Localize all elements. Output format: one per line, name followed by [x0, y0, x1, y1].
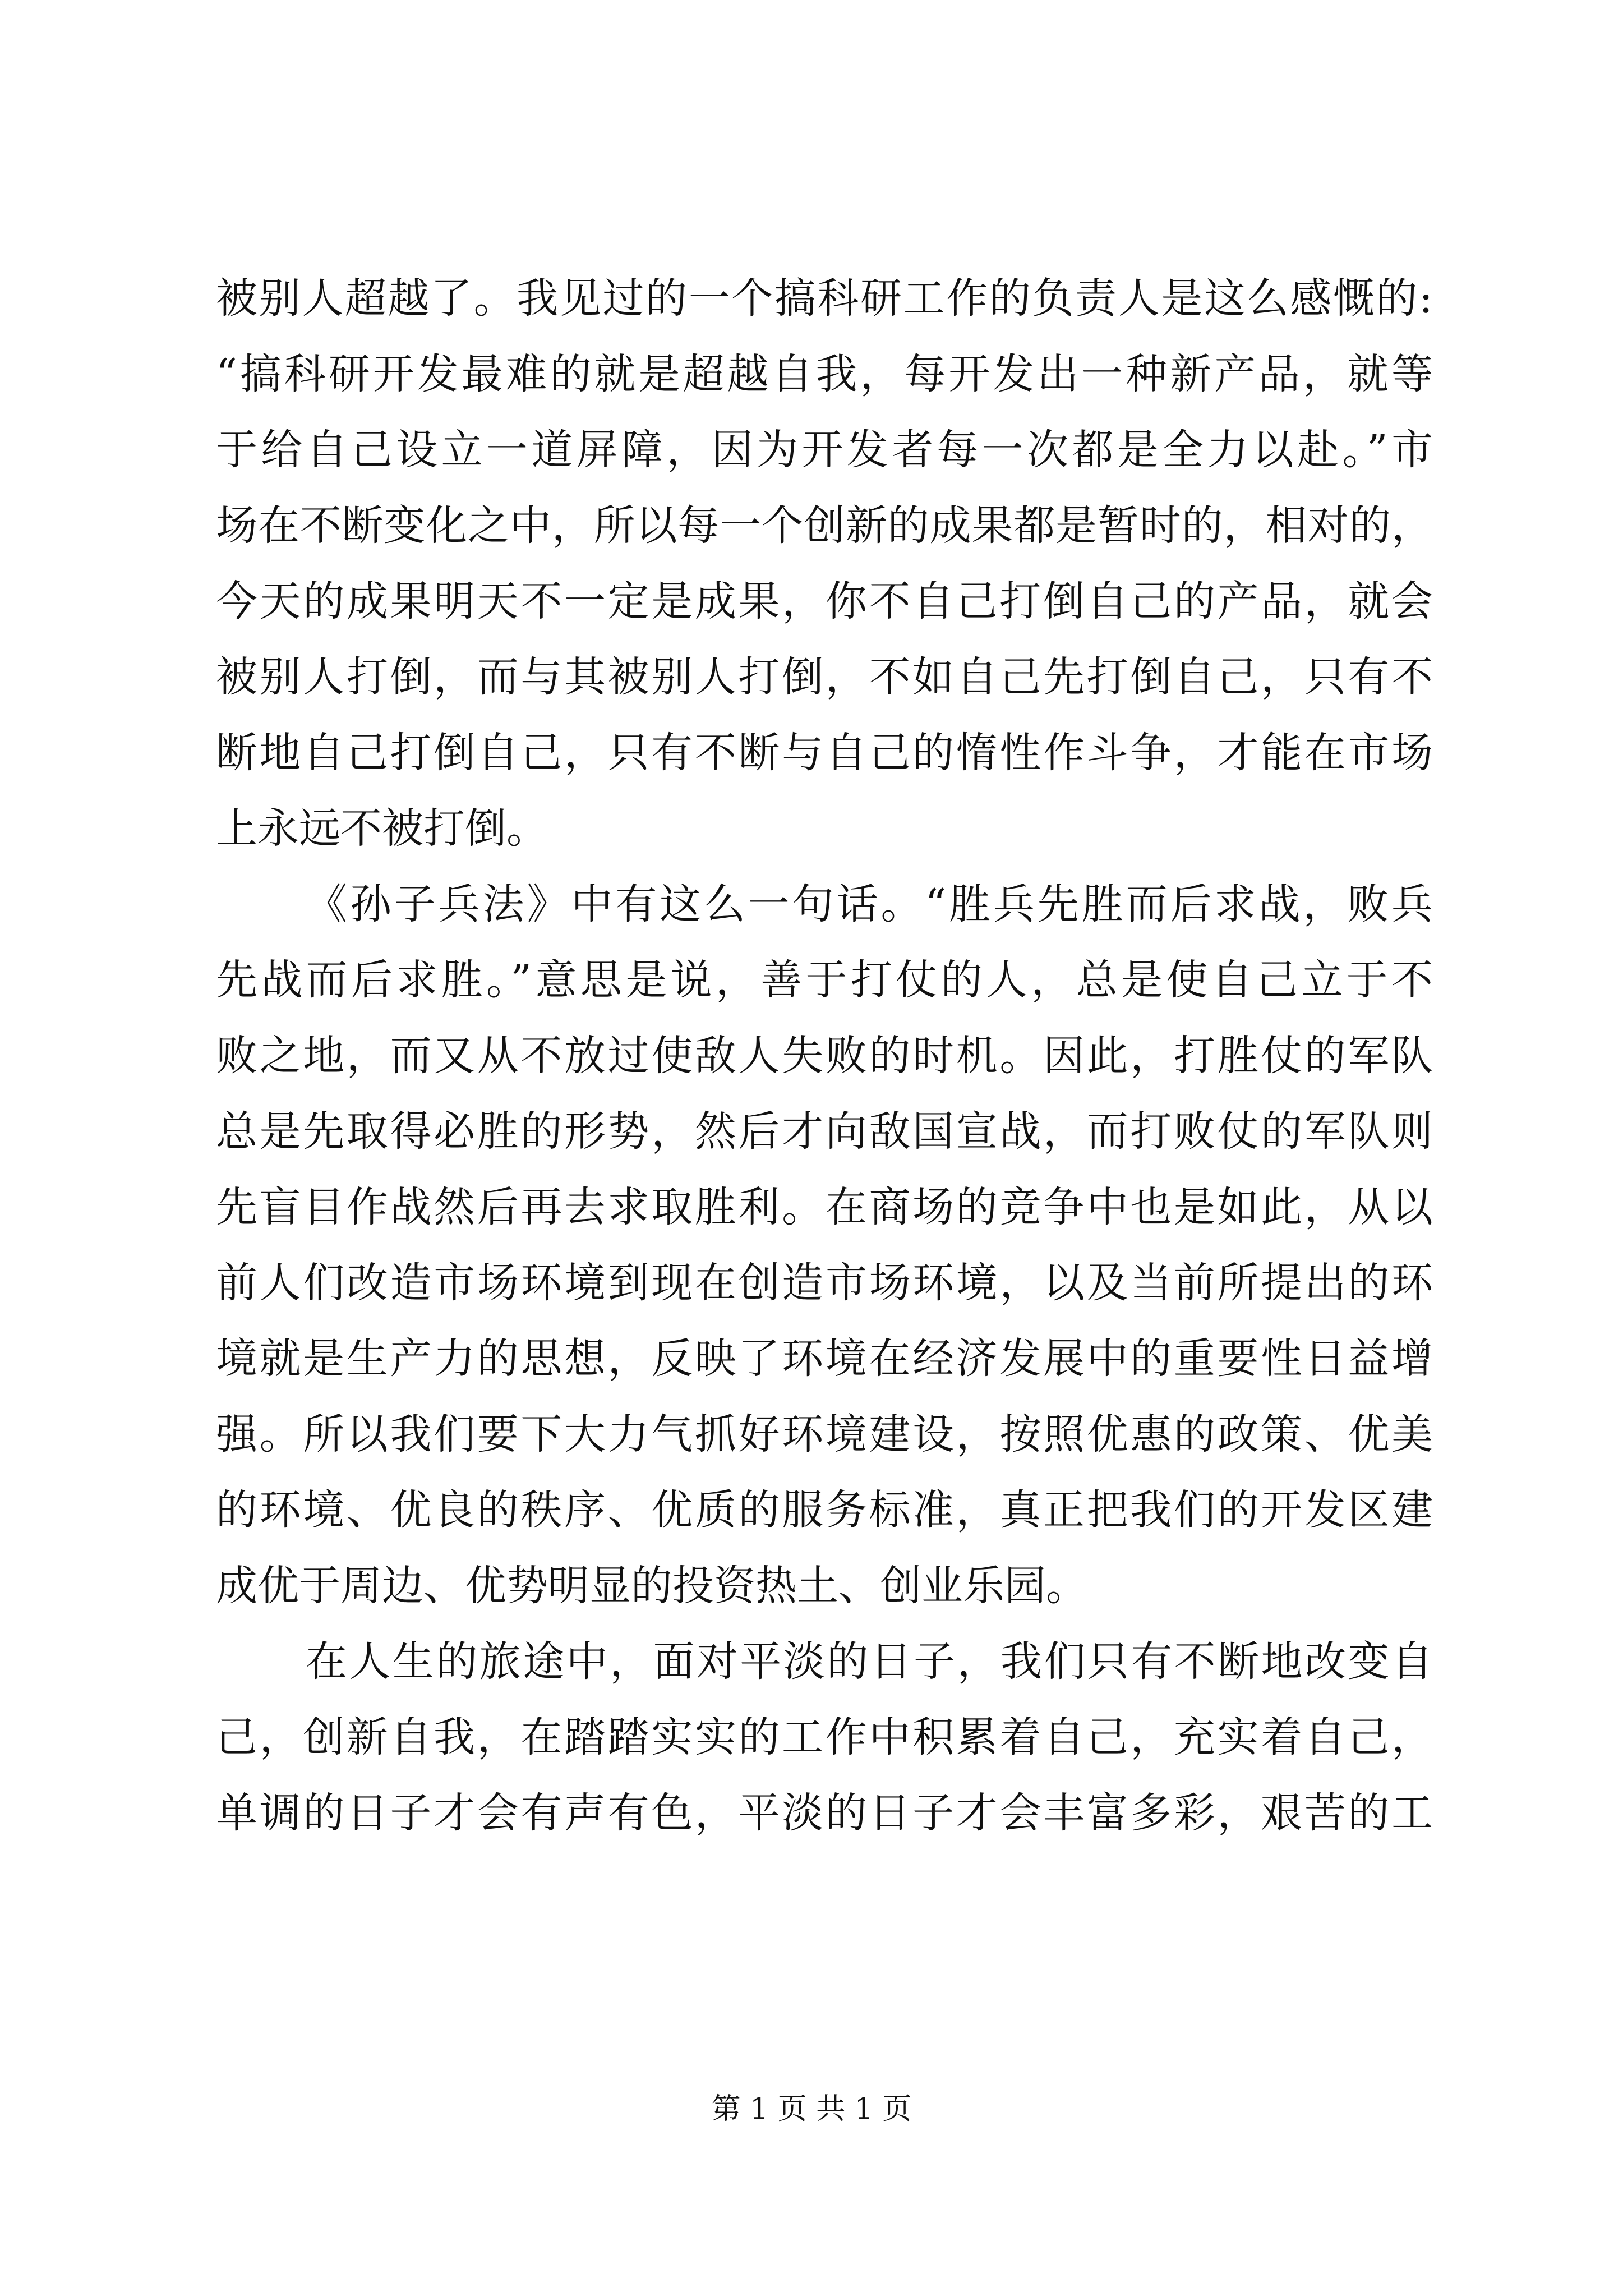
text-line: 先战而后求胜。”意思是说，善于打仗的人，总是使自己立于不 [216, 956, 1433, 1004]
text-line: 被别人打倒，而与其被别人打倒，不如自己先打倒自己，只有不 [216, 653, 1433, 701]
text-line: 境就是生产力的思想，反映了环境在经济发展中的重要性日益增 [216, 1335, 1433, 1383]
text-line: 于给自己设立一道屏障，因为开发者每一次都是全力以赴。”市 [216, 426, 1433, 474]
text-line: 总是先取得必胜的形势，然后才向敌国宣战，而打败仗的军队则 [216, 1107, 1433, 1156]
text-line: 在人生的旅途中，面对平淡的日子，我们只有不断地改变自 [306, 1637, 1433, 1686]
text-line: 己，创新自我，在踏踏实实的工作中积累着自己，充实着自己， [216, 1713, 1433, 1761]
text-line: 成优于周边、优势明显的投资热土、创业乐园。 [216, 1562, 1087, 1610]
text-line: 败之地，而又从不放过使敌人失败的时机。因此，打胜仗的军队 [216, 1032, 1433, 1080]
text-line: 今天的成果明天不一定是成果，你不自己打倒自己的产品，就会 [216, 577, 1433, 625]
text-line: 场在不断变化之中，所以每一个创新的成果都是暂时的，相对的， [216, 501, 1433, 550]
text-line: 断地自己打倒自己，只有不断与自己的惰性作斗争，才能在市场 [216, 729, 1433, 777]
text-line: 单调的日子才会有声有色，平淡的日子才会丰富多彩，艰苦的工 [216, 1789, 1433, 1837]
text-line: 上永远不被打倒。 [216, 804, 548, 853]
text-line: 《孙子兵法》中有这么一句话。“胜兵先胜而后求战，败兵 [306, 880, 1433, 928]
text-line: 强。所以我们要下大力气抓好环境建设，按照优惠的政策、优美 [216, 1410, 1433, 1458]
text-line: 先盲目作战然后再去求取胜利。在商场的竞争中也是如此，从以 [216, 1183, 1433, 1231]
text-line: 的环境、优良的秩序、优质的服务标准，真正把我们的开发区建 [216, 1486, 1433, 1534]
text-line: “搞科研开发最难的就是超越自我，每开发出一种新产品，就等 [216, 350, 1433, 398]
text-line: 前人们改造市场环境到现在创造市场环境，以及当前所提出的环 [216, 1259, 1433, 1307]
text-line: 被别人超越了。我见过的一个搞科研工作的负责人是这么感慨的: [216, 274, 1433, 323]
document-body [216, 261, 1433, 1851]
page-number-label: 第 1 页 共 1 页 [711, 2092, 912, 2126]
page-footer [0, 2087, 1623, 2132]
